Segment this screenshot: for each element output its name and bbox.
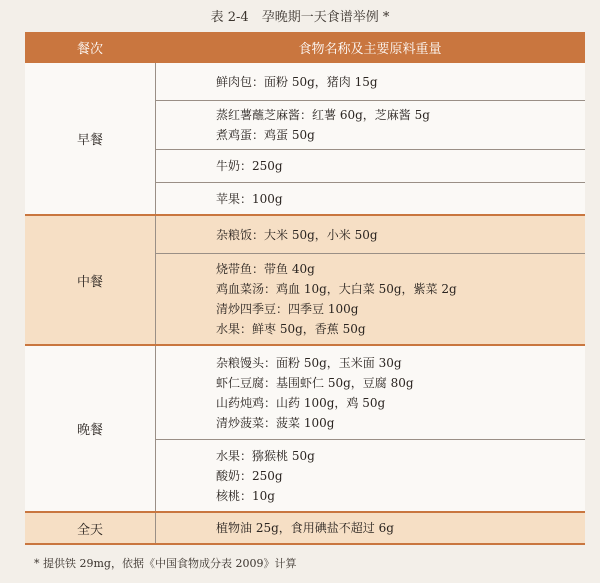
food-line: 水果：鲜枣 50g，香蕉 50g: [216, 322, 366, 336]
meal-breakfast: [25, 63, 585, 216]
meal-dinner: [25, 346, 585, 513]
meal-allday: [25, 513, 585, 545]
footnote: * 提供铁 29mg，依据《中国食物成分表 2009》计算: [34, 557, 297, 570]
meal-name: 晚餐: [76, 423, 103, 438]
food-line: 清炒四季豆：四季豆 100g: [216, 302, 359, 316]
food-line: 酸奶：250g: [216, 468, 283, 483]
food-line: 杂粮馒头：面粉 50g，玉米面 30g: [216, 355, 402, 370]
food-line: 鸡血菜汤：鸡血 10g，大白菜 50g，紫菜 2g: [216, 282, 457, 296]
menu-table: [25, 32, 585, 545]
food-line: 牛奶：250g: [216, 159, 283, 173]
food-line: 清炒菠菜：菠菜 100g: [216, 415, 335, 430]
food-row: [155, 150, 585, 183]
food-row: [155, 63, 585, 101]
meal-name: 全天: [76, 522, 103, 538]
food-line: 蒸红薯蘸芝麻酱：红薯 60g，芝麻酱 5g: [216, 108, 430, 122]
header-meal: 餐次: [76, 42, 103, 57]
food-row: [155, 254, 585, 344]
food-line: 杂粮饭：大米 50g，小米 50g: [216, 227, 378, 242]
meal-name: 早餐: [76, 133, 103, 148]
food-line: 植物油 25g，食用碘盐不超过 6g: [216, 521, 394, 535]
food-line: 煮鸡蛋：鸡蛋 50g: [216, 128, 315, 142]
food-line: 苹果：100g: [216, 191, 283, 206]
meal-lunch: [25, 216, 585, 346]
food-row: [155, 101, 585, 150]
food-line: 山药炖鸡：山药 100g，鸡 50g: [216, 395, 386, 410]
table-header: [25, 32, 585, 63]
food-line: 鲜肉包：面粉 50g，猪肉 15g: [216, 74, 378, 89]
food-row: [155, 440, 585, 511]
header-food: 食物名称及主要原料重量: [298, 42, 442, 57]
food-row: [155, 513, 585, 543]
food-row: [155, 216, 585, 254]
food-row: [155, 346, 585, 440]
food-row: [155, 183, 585, 214]
food-line: 核桃：10g: [216, 488, 275, 503]
food-line: 烧带鱼：带鱼 40g: [216, 262, 315, 276]
food-line: 虾仁豆腐：基围虾仁 50g，豆腐 80g: [216, 375, 414, 390]
meal-name: 中餐: [76, 274, 103, 290]
table-caption: 表 2-4 孕晚期一天食谱举例 *: [210, 10, 390, 25]
food-line: 水果：猕猴桃 50g: [216, 448, 315, 463]
